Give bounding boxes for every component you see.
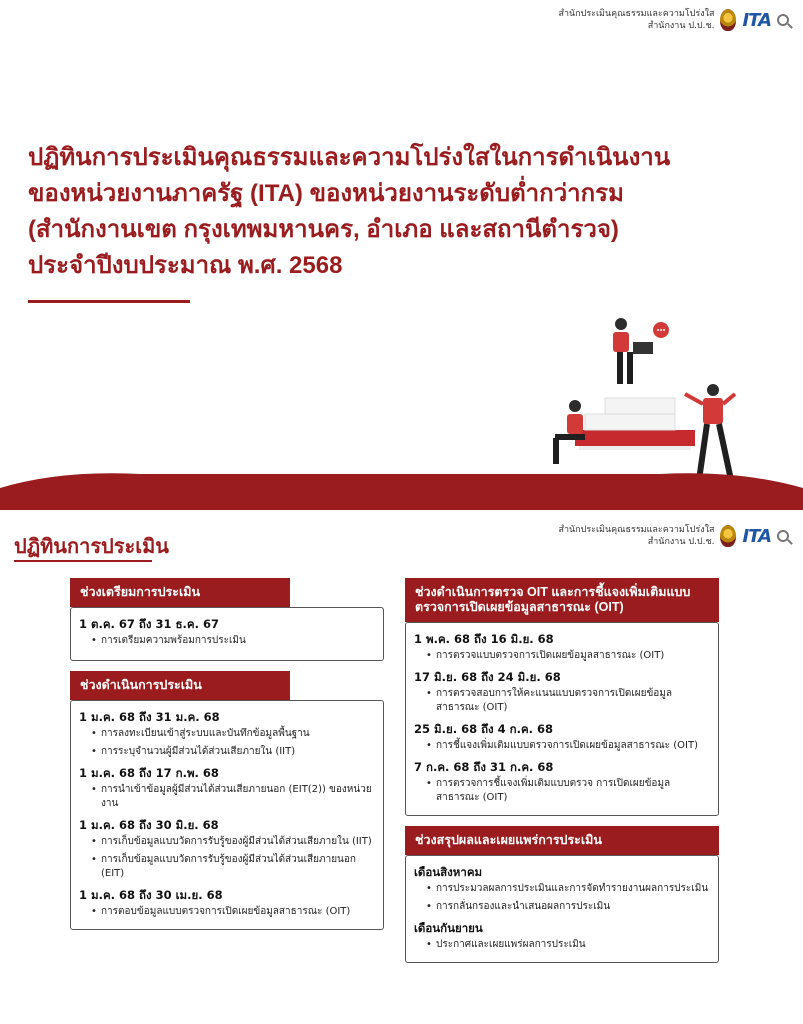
calendar-slide [0, 512, 803, 1024]
title-line: ปฏิทินการประเมินคุณธรรมและความโปร่งใสในการดำเนินงาน [28, 144, 671, 171]
magnifier-icon [777, 14, 789, 26]
people-illustration [535, 310, 775, 490]
org-line-1: สำนักประเมินคุณธรรมและความโปร่งใส [558, 9, 715, 19]
period-date: 1 ม.ค. 68 ถึง 30 เม.ย. 68 [79, 888, 223, 902]
heading-underline [14, 560, 152, 562]
task-list [91, 783, 375, 811]
period-date: เดือนสิงหาคม [414, 865, 483, 879]
period-date: 1 พ.ค. 68 ถึง 16 มิ.ย. 68 [414, 632, 554, 646]
title-underline [28, 300, 190, 303]
period-date: เดือนกันยายน [414, 921, 483, 935]
task-list [426, 777, 710, 805]
org-name [558, 524, 714, 548]
period-date: 1 ม.ค. 68 ถึง 30 มิ.ย. 68 [79, 818, 219, 832]
title-line: ของหน่วยงานภาครัฐ (ITA) ของหน่วยงานระดับต่ำกว่ากรม [28, 180, 624, 207]
seal-icon [720, 9, 736, 31]
seal-icon [720, 525, 736, 547]
task-item: • การตรวจการชี้แจงเพิ่มเติมแบบตรวจ การเปิดเผยข้อมูลสาธารณะ (OIT) [426, 777, 710, 805]
task-item: • การชี้แจงเพิ่มเติมแบบตรวจการเปิดเผยข้อมูลสาธารณะ (OIT) [426, 739, 710, 753]
org-name [558, 8, 714, 32]
book-shape [605, 398, 675, 414]
phase-box [405, 622, 719, 816]
period-date: 7 ก.ค. 68 ถึง 31 ก.ค. 68 [414, 760, 554, 774]
task-item: • การประมวลผลการประเมินและการจัดทำรายงานผลการประเมิน [426, 882, 710, 896]
task-item: • การระบุจำนวนผู้มีส่วนได้ส่วนเสียภายใน (IIT) [91, 745, 375, 759]
task-list [426, 938, 710, 952]
period-date: 1 ต.ค. 67 ถึง 31 ธ.ค. 67 [79, 617, 219, 631]
task-item: • ประกาศและเผยแพร่ผลการประเมิน [426, 938, 710, 952]
phase-box [70, 607, 384, 661]
book-shape [585, 414, 675, 430]
task-list [426, 687, 710, 715]
task-item: • การเก็บข้อมูลแบบวัดการรับรู้ของผู้มีส่วนได้ส่วนเสียภายใน (IIT) [91, 835, 375, 849]
phase-label: ช่วงดำเนินการตรวจ OIT และการชี้แจงเพิ่มเติมแบบตรวจการเปิดเผยข้อมูลสาธารณะ (OIT) [405, 578, 719, 622]
period-date: 1 ม.ค. 68 ถึง 31 ม.ค. 68 [79, 710, 220, 724]
org-line-2: สำนักงาน ป.ป.ช. [647, 537, 715, 547]
task-item: • การตอบข้อมูลแบบตรวจการเปิดเผยข้อมูลสาธารณะ (OIT) [91, 905, 375, 919]
phase-box [70, 700, 384, 930]
phase-box [405, 855, 719, 963]
task-item: • การลงทะเบียนเข้าสู่ระบบและบันทึกข้อมูลพื้นฐาน [91, 727, 375, 741]
bottom-wave [0, 470, 803, 510]
task-list [426, 649, 710, 663]
book-shape [575, 430, 695, 446]
cover-slide [0, 0, 803, 510]
task-item: • การตรวจสอบการให้คะแนนแบบตรวจการเปิดเผยข้อมูลสาธารณะ (OIT) [426, 687, 710, 715]
task-list [91, 634, 375, 648]
left-column [70, 578, 384, 930]
phase-label: ช่วงดำเนินการประเมิน [70, 671, 290, 700]
task-item: • การนำเข้าข้อมูลผู้มีส่วนได้ส่วนเสียภายนอก (EIT(2)) ของหน่วยงาน [91, 783, 375, 811]
ita-logo: ITA [742, 525, 771, 547]
task-item: • การกลั่นกรองและนำเสนอผลการประเมิน [426, 900, 710, 914]
phase-label: ช่วงสรุปผลและเผยแพร่การประเมิน [405, 826, 719, 855]
title-line: ประจำปีงบประมาณ พ.ศ. 2568 [28, 252, 343, 279]
task-list [91, 727, 375, 759]
org-line-2: สำนักงาน ป.ป.ช. [647, 21, 715, 31]
page-title [28, 140, 748, 284]
task-list [426, 882, 710, 914]
task-list [91, 905, 375, 919]
period-date: 25 มิ.ย. 68 ถึง 4 ก.ค. 68 [414, 722, 554, 736]
header-logo [558, 8, 789, 32]
title-line: (สำนักงานเขต กรุงเทพมหานคร, อำเภอ และสถานีตำรวจ) [28, 216, 619, 243]
org-line-1: สำนักประเมินคุณธรรมและความโปร่งใส [558, 525, 715, 535]
header-logo [558, 524, 789, 548]
task-list [426, 739, 710, 753]
magnifier-icon [777, 530, 789, 542]
right-column [405, 578, 719, 963]
task-item: • การเก็บข้อมูลแบบวัดการรับรู้ของผู้มีส่วนได้ส่วนเสียภายนอก (EIT) [91, 853, 375, 881]
section-heading: ปฏิทินการประเมิน [14, 536, 169, 558]
ita-logo: ITA [742, 9, 771, 31]
task-item: • การเตรียมความพร้อมการประเมิน [91, 634, 375, 648]
task-item: • การตรวจแบบตรวจการเปิดเผยข้อมูลสาธารณะ (OIT) [426, 649, 710, 663]
period-date: 17 มิ.ย. 68 ถึง 24 มิ.ย. 68 [414, 670, 561, 684]
phase-label: ช่วงเตรียมการประเมิน [70, 578, 290, 607]
period-date: 1 ม.ค. 68 ถึง 17 ก.พ. 68 [79, 766, 219, 780]
task-list [91, 835, 375, 881]
